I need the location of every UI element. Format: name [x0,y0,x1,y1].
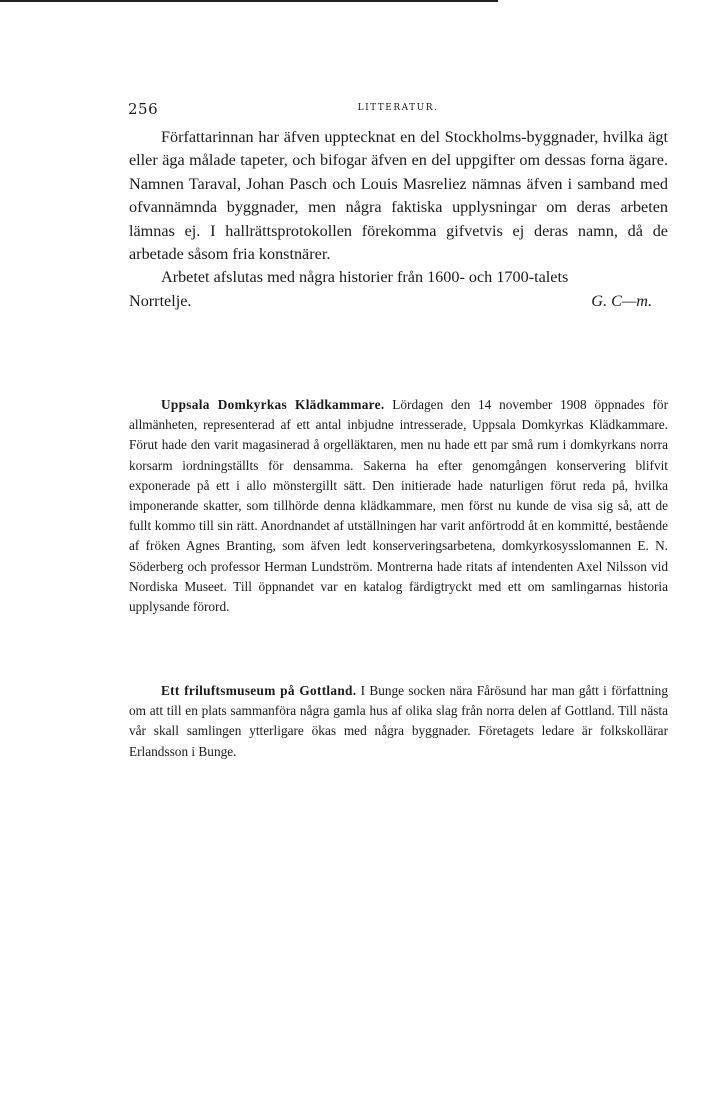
review-paragraph: Författarinnan har äfven upptecknat en del Stockholms-byggnader, hvilka ägt eller äga målade tapeter, och bifogar äfven en del uppgifter om dessas forna ägare. Namnen Taraval, Johan Pasch och Louis Masreliez nämnas äfven i samband med ofvannämnda byggnader, men några faktiska upplysningar om deras arbeten lämnas ej. I hallrättsprotokollen förekomma gifvetvis ej deras namn, då de arbetade såsom fria konstnärer. [129,128,668,264]
review-continuation [129,126,668,313]
review-closing-word: Norrtelje. [129,291,192,310]
scan-edge-line [0,0,498,2]
notice-friluftsmuseum-gottland [129,681,668,762]
review-paragraph-closing [129,266,668,289]
signature-line [129,290,668,313]
notice-body: I Bunge socken nära Fårösund har man gått i författning om att till en plats sammanföra några gamla hus af olika slag från norra delen af Gottland. Till nästa vår skall samlingen ytterligare ökas med några byggnader. Företagets ledare är folkskollärar Erlandsson i Bunge. [129,683,668,759]
notice-uppsala-domkyrka [129,395,668,617]
page-number: 256 [128,100,159,118]
notice-paragraph [129,681,668,762]
reviewer-signature: G. C—m. [591,291,652,310]
page-header [128,100,668,120]
notice-title: Ett friluftsmuseum på Gottland. [161,683,357,698]
notice-paragraph [129,395,668,617]
notice-title: Uppsala Domkyrkas Klädkammare. [161,397,385,412]
running-head: LITTERATUR. [357,103,439,113]
notice-body: Lördagen den 14 november 1908 öppnades för allmänheten, representerad af ett antal inbjudne intresserade, Uppsala Domkyrkas Klädkammare. Förut hade den varit magasinerad å orgelläktaren, men nu hade ett par små rum i domkyrkans norra korsarm iordningställts för densamma. Sakerna ha efter genomgången konservering blifvit exponerade på ett i allo mönstergillt sätt. Den initierade hade naturligen förut reda på, hvilka imponerande skatter, som tillhörde denna klädkammare, men först nu kunde de visa sig så, att de fullt kommo till sin rätt. Anordnandet af utställningen har varit anförtrodd åt en kommitté, bestående af fröken Agnes Branting, som äfven ledt konserveringsarbetena, domkyrkosysslomannen E. N. Söderberg och professor Herman Lundström. Montrerna hade ritats af intendenten Axel Nilsson vid Nordiska Museet. Till öppnandet var en katalog färdigtryckt med ett om samlingarnas historia upplysande förord. [129,397,669,615]
review-closing-text: Arbetet afslutas med några historier från 1600- och 1700-talets [161,268,569,287]
